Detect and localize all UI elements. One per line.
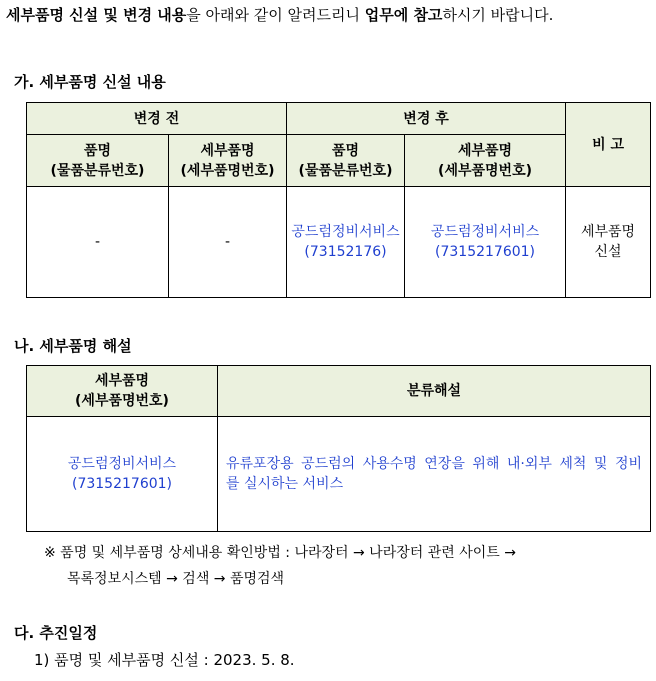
header-after-detail: 세부품명 (세부품명번호) [405,135,566,187]
header-after: 변경 후 [287,103,566,135]
new-item-table [26,102,651,298]
cell-after-detail: 공드럼정비서비스 (7315217601) [405,187,566,298]
cell-description: 유류포장용 공드럼의 사용수명 연장을 위해 내·외부 세척 및 정비 를 실시하는 서비스 [218,417,651,532]
lookup-note-line1: ※ 품명 및 세부품명 상세내용 확인방법 : 나라장터 → 나라장터 관련 사이트 → [44,545,516,561]
schedule-item: 1) 품명 및 세부품명 신설 : 2023. 5. 8. [34,651,295,669]
header-before-item: 품명 (물품분류번호) [27,135,169,187]
section-c-heading: 다. 추진일정 [14,624,98,642]
intro-text: 을 아래와 같이 알려드리니 [186,6,365,24]
intro-text-end: 하시기 바랍니다. [442,6,554,24]
lookup-note-line2: 목록정보시스템 → 검색 → 품명검색 [67,571,285,587]
cell-after-item: 공드럼정비서비스 (73152176) [287,187,405,298]
cell-detail-item: 공드럼정비서비스 (7315217601) [27,417,218,532]
cell-before-detail: - [169,187,287,298]
intro-paragraph [6,4,553,25]
cell-remark: 세부품명 신설 [566,187,651,298]
section-b-heading: 나. 세부품명 해설 [14,337,132,355]
description-table [26,365,651,532]
intro-bold-subject: 세부품명 신설 및 변경 내용 [6,6,187,24]
header-after-item: 품명 (물품분류번호) [287,135,405,187]
header-detail-item: 세부품명 (세부품명번호) [27,366,218,417]
header-remark: 비 고 [566,103,651,187]
section-a-heading: 가. 세부품명 신설 내용 [14,73,166,91]
header-description: 분류해설 [218,366,651,417]
header-before-detail: 세부품명 (세부품명번호) [169,135,287,187]
intro-bold-reference: 업무에 참고 [364,6,443,24]
header-before: 변경 전 [27,103,287,135]
cell-before-item: - [27,187,169,298]
